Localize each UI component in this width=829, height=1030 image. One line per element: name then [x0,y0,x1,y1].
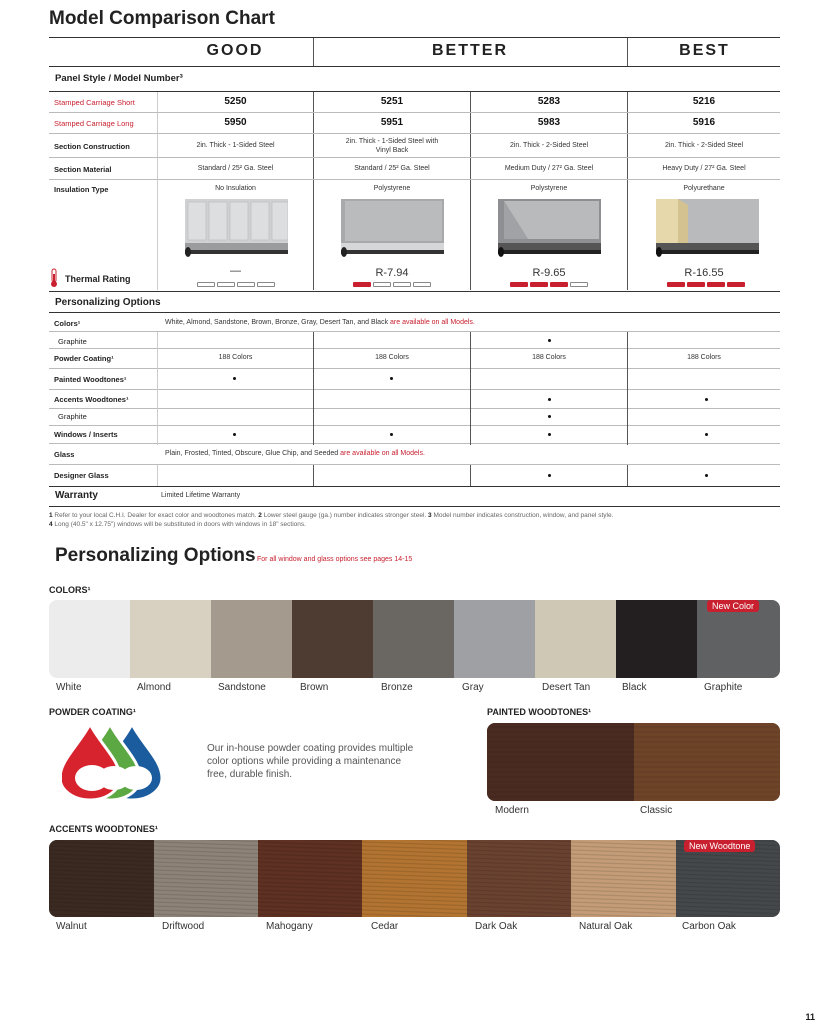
bullet [390,433,393,436]
spec-value: No Insulation [215,185,256,192]
accents-swatch[interactable] [467,840,571,917]
thermal-bar-segment [550,282,568,287]
divider [49,408,780,409]
divider [49,66,780,67]
row-label: Stamped Carriage Short [54,98,135,107]
row-label: Section Construction [54,142,130,151]
bullet [548,398,551,401]
thermometer-icon [49,268,59,288]
spec-value: Polyurethane [683,185,725,192]
color-swatch[interactable] [616,600,697,678]
divider [49,312,780,313]
divider [49,331,780,332]
row-label: Windows / Inserts [54,430,118,439]
thermal-value: — [230,265,241,277]
row-label: Stamped Carriage Long [54,119,134,128]
accents-swatch[interactable] [49,840,154,917]
accents-swatch[interactable] [362,840,467,917]
divider [627,465,628,486]
row-label: Designer Glass [54,471,109,480]
personalizing-subtitle: For all window and glass options see pages 14-15 [257,556,413,563]
panel-style-heading: Panel Style / Model Number³ [55,73,183,84]
accent-name: Mahogany [266,921,313,932]
thermal-bar-segment [413,282,431,287]
row-label: Colors¹ [54,319,81,328]
accents-swatch-row [49,840,780,917]
thermal-bars [353,282,431,287]
bullet [548,474,551,477]
thermal-bar-segment [530,282,548,287]
thermal-bar-segment [237,282,255,287]
painted-name: Classic [640,805,673,816]
divider [49,112,780,113]
powder-value: 188 Colors [218,354,253,361]
color-name: Graphite [704,682,743,693]
table-top-rule [49,37,780,38]
accent-name: Walnut [56,921,87,932]
page-number: 11 [805,1012,815,1022]
row-label: Graphite [58,412,87,421]
row-label: Section Material [54,165,112,174]
divider [49,348,780,349]
colors-swatch-row [49,600,780,678]
divider [627,332,628,445]
spec-value: 2in. Thick - 2-Sided Steel [664,142,744,149]
model-number: 5283 [537,96,561,107]
color-name: White [56,682,82,693]
painted-swatch-row [487,723,780,801]
divider [49,368,780,369]
model-number: 5216 [692,96,716,107]
thermal-bar-segment [197,282,215,287]
color-swatch[interactable] [535,600,616,678]
bullet [390,377,393,380]
thermal-bar-segment [257,282,275,287]
powder-coating-heading: POWDER COATING¹ [49,707,136,717]
personalizing-options-heading: Personalizing Options [55,297,161,308]
color-swatch[interactable] [373,600,454,678]
thermal-value: R-16.55 [684,267,724,279]
accent-name: Driftwood [162,921,205,932]
painted-swatch[interactable] [487,723,634,801]
divider [49,425,780,426]
divider [49,506,780,507]
divider [157,465,158,486]
tier-good: GOOD [206,42,264,59]
divider [157,332,158,445]
colors-heading: COLORS¹ [49,585,91,595]
color-name: Brown [300,682,329,693]
spec-value: Medium Duty / 27² Ga. Steel [504,165,594,172]
divider [470,465,471,486]
model-number: 5983 [537,117,561,128]
row-label: Accents Woodtones¹ [54,395,129,404]
painted-woodtones-heading: PAINTED WOODTONES¹ [487,707,592,717]
divider [313,38,314,66]
page-title: Model Comparison Chart [49,8,275,29]
divider [627,38,628,66]
thermal-bar-segment [687,282,705,287]
color-swatch[interactable] [211,600,292,678]
bullet [705,433,708,436]
color-swatch[interactable] [292,600,373,678]
warranty-label: Warranty [55,490,98,501]
row-label: Insulation Type [54,185,109,194]
thermal-value: R-9.65 [532,267,566,279]
thermal-bar-segment [217,282,235,287]
thermal-bars [510,282,588,287]
panel-image-polyurethane [656,199,759,258]
new-color-badge: New Color [707,600,759,612]
panel-image-polystyrene [341,199,444,258]
accent-name: Dark Oak [475,921,518,932]
powder-coating-text: Our in-house powder coating provides multiple color options while providing a maintenance free, durable finish. [207,743,414,780]
row-label: Glass [54,450,75,459]
thermal-bar-segment [373,282,391,287]
tier-better: BETTER [432,42,508,59]
divider [49,157,780,158]
row-label: Powder Coating¹ [54,354,114,363]
personalizing-title: Personalizing Options [55,545,256,566]
bullet [705,474,708,477]
powder-value: 188 Colors [532,354,566,361]
colors-availability: White, Almond, Sandstone, Brown, Bronze, Gray, Desert Tan, and Black are available on all Models. [165,319,475,326]
thermal-bar-segment [667,282,685,287]
accents-woodtones-heading: ACCENTS WOODTONES¹ [49,824,158,834]
glass-availability: Plain, Frosted, Tinted, Obscure, Glue Chip, and Seeded are available on all Models. [165,450,425,457]
accents-swatch[interactable] [571,840,676,917]
accents-swatch[interactable] [154,840,258,917]
divider [49,179,780,180]
thermal-bar-segment [353,282,371,287]
divider [49,291,780,292]
color-name: Desert Tan [542,682,591,693]
thermal-bar-segment [393,282,411,287]
bullet [233,377,236,380]
model-number: 5950 [224,117,247,128]
thermal-bar-segment [510,282,528,287]
color-name: Sandstone [218,682,266,693]
thermal-bar-segment [707,282,725,287]
thermal-bars [667,282,745,287]
footnote: 1 Refer to your local C.H.I. Dealer for exact color and woodtones match. 2 Lower steel gauge (ga.) number indicates stronger steel. 3 Model number indicates construction, window, and panel style. [49,512,614,519]
divider [49,464,780,465]
color-swatch[interactable] [130,600,211,678]
bullet [233,433,236,436]
powder-value: 188 Colors [687,354,721,361]
model-number: 5916 [692,117,716,128]
spec-value: 2in. Thick - 1-Sided Steel [196,142,275,149]
color-name: Almond [137,682,171,693]
spec-value: Standard / 25² Ga. Steel [197,165,274,172]
spec-value: Polystyrene [530,185,568,192]
thermal-bar-segment [570,282,588,287]
divider [49,133,780,134]
painted-name: Modern [495,805,529,816]
divider [470,332,471,445]
accent-name: Carbon Oak [682,921,736,932]
panel-image-polystyrene-2sided [498,199,601,258]
color-name: Gray [462,682,484,693]
divider [49,443,780,444]
bullet [548,415,551,418]
color-swatch[interactable] [454,600,535,678]
spec-value: Heavy Duty / 27² Ga. Steel [662,165,746,172]
color-name: Black [622,682,647,693]
spec-value: 2in. Thick - 1-Sided Steel with Vinyl Back [345,138,439,154]
new-woodtone-badge: New Woodtone [684,840,755,852]
powder-drops-icon [62,722,166,800]
powder-value: 188 Colors [375,354,409,361]
divider [49,91,780,92]
bullet [548,433,551,436]
thermal-bars [197,282,275,287]
accents-swatch[interactable] [258,840,362,917]
color-name: Bronze [381,682,413,693]
tier-best: BEST [679,42,730,59]
row-label: Graphite [58,337,87,346]
accent-name: Natural Oak [579,921,633,932]
spec-value: 2in. Thick - 2-Sided Steel [509,142,589,149]
row-label: Painted Woodtones¹ [54,375,127,384]
spec-value: Polystyrene [373,185,411,192]
divider [49,389,780,390]
warranty-value: Limited Lifetime Warranty [161,492,241,499]
footnote: 4 Long (40.5" x 12.75") windows will be substituted in doors with windows in 18" sections. [49,521,306,528]
color-swatch[interactable] [49,600,130,678]
divider [313,332,314,445]
thermal-value: R-7.94 [375,267,409,279]
divider [49,486,780,487]
spec-value: Standard / 25² Ga. Steel [354,165,430,172]
accent-name: Cedar [371,921,399,932]
thermal-bar-segment [727,282,745,287]
divider [313,465,314,486]
model-number: 5250 [224,96,247,107]
model-number: 5251 [380,96,404,107]
thermal-rating-label: Thermal Rating [65,274,131,284]
panel-image-no-insulation [185,199,288,258]
bullet [548,339,551,342]
bullet [705,398,708,401]
model-number: 5951 [380,117,404,128]
painted-swatch[interactable] [634,723,780,801]
